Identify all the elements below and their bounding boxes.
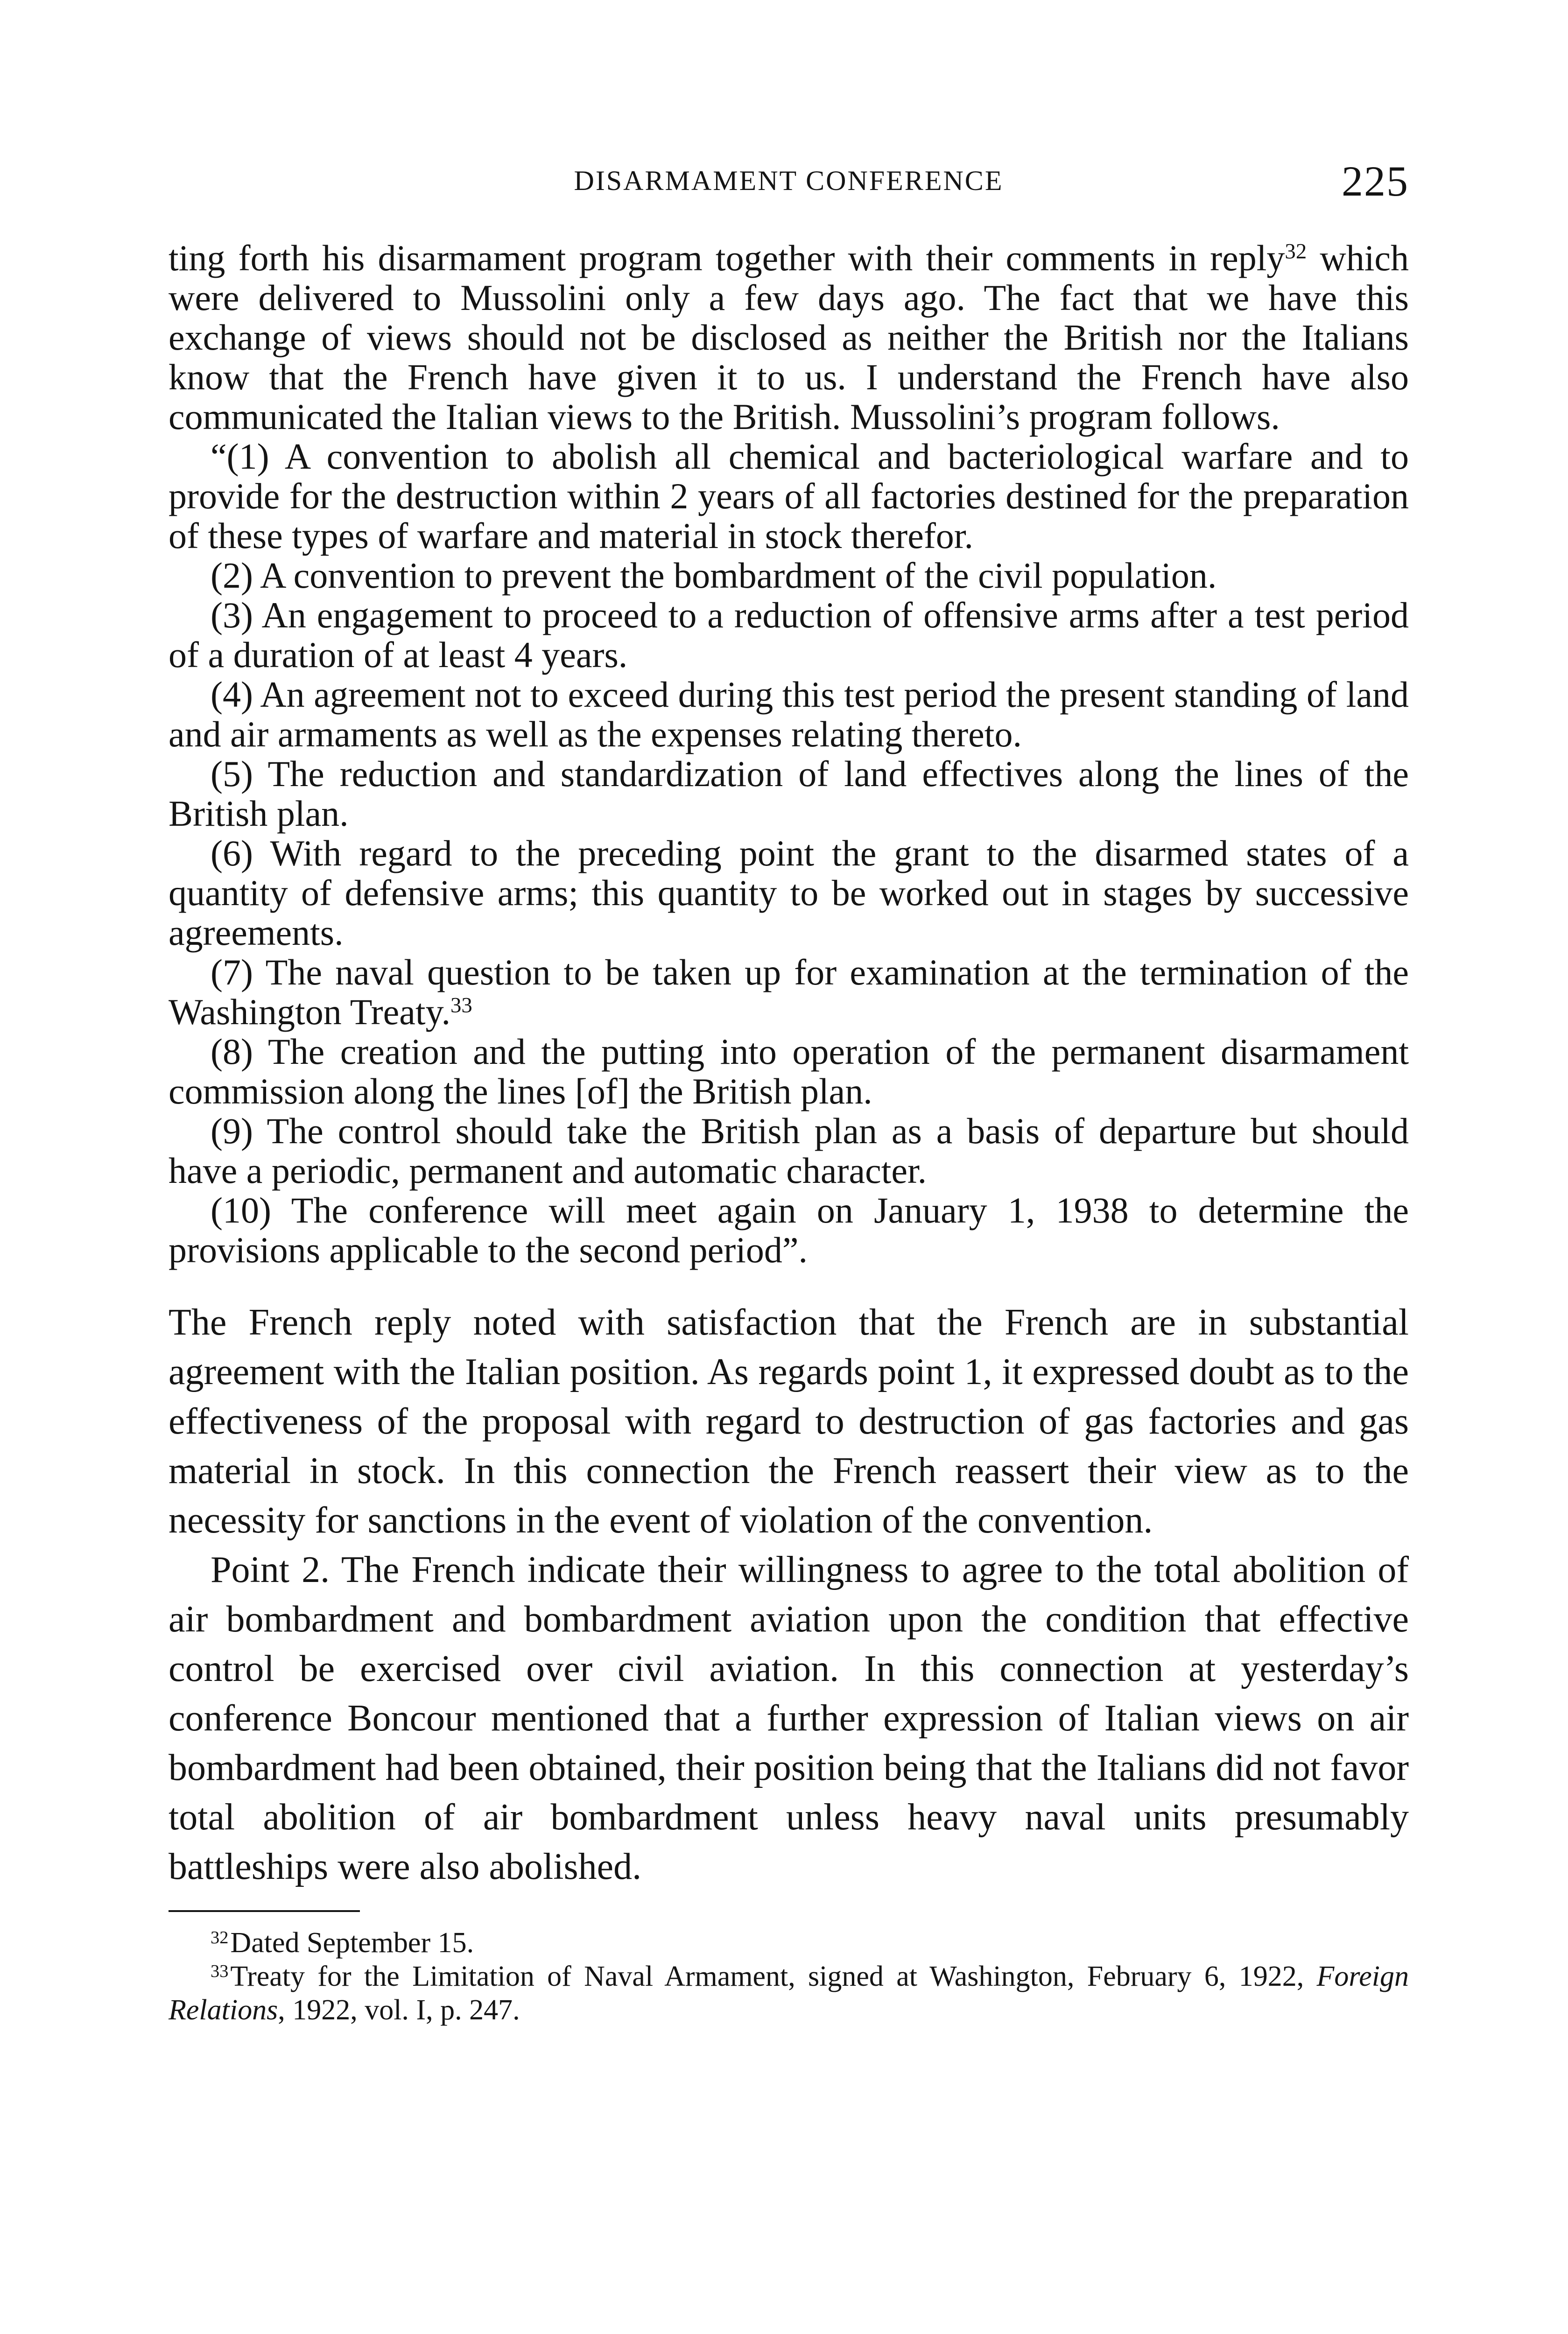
footnote-33-text-a: Treaty for the Limitation of Naval Armament, signed at Washington, February 6, 1922, bbox=[230, 1961, 1317, 1992]
prose-paragraph-french-reply: The French reply noted with satisfaction that the French are in substantial agreement with the Italian position. As regards point 1, it expressed doubt as to the effectiveness of the proposal with regard to destruction of gas factories and gas material in stock. In this connection the French reassert their view as to the necessity for sanctions in the event of violation of the convention. bbox=[169, 1302, 1409, 1541]
footnote-32 bbox=[169, 1926, 1409, 1960]
footnote-33-mark: 33 bbox=[211, 1961, 229, 1981]
program-point-1: “(1) A convention to abolish all chemical and bacteriological warfare and to provide for the destruction within 2 years of all factories destined for the preparation of these types of warfare and material in stock therefor. bbox=[169, 436, 1409, 556]
program-point-7-text: (7) The naval question to be taken up for examination at the termination of the Washington Treaty. bbox=[169, 952, 1409, 1032]
running-head bbox=[169, 156, 1409, 208]
program-point-8: (8) The creation and the putting into operation of the permanent disarmament commission along the lines [of] the British plan. bbox=[169, 1031, 1409, 1111]
quote-intro-paragraph bbox=[169, 238, 1409, 436]
footnote-divider bbox=[169, 1910, 360, 1912]
footnote-32-text: Dated September 15. bbox=[230, 1927, 474, 1959]
prose-paragraph-point-2: Point 2. The French indicate their willingness to agree to the total abolition of air bombardment and bombardment aviation upon the condition that effective control be exercised over civil aviation. In this connection at yesterday’s conference Boncour mentioned that a further expression of Italian views on air bombardment had been obtained, their position being that the Italians did not favor total abolition of air bombardment unless heavy naval units presumably battleships were also abolished. bbox=[169, 1549, 1409, 1887]
program-point-2: (2) A convention to prevent the bombardment of the civil population. bbox=[211, 555, 1217, 596]
footnote-33-text-c: , p. 247. bbox=[426, 1994, 520, 2026]
program-point-9: (9) The control should take the British plan as a basis of departure but should have a periodic, permanent and automatic character. bbox=[169, 1111, 1409, 1191]
quote-intro-text-a: ting forth his disarmament program together with their comments in reply bbox=[169, 238, 1285, 278]
quoted-telegram bbox=[169, 238, 1409, 1270]
footnote-33-publication-title: Foreign Relations bbox=[169, 1961, 1409, 2026]
program-point-7 bbox=[169, 952, 1409, 1032]
program-point-10: (10) The conference will meet again on January 1, 1938 to determine the provisions applicable to the second period”. bbox=[169, 1190, 1409, 1270]
running-title: DISARMAMENT CONFERENCE bbox=[574, 165, 1004, 196]
footnote-32-mark: 32 bbox=[211, 1927, 229, 1947]
footnotes bbox=[169, 1926, 1409, 2027]
main-prose bbox=[169, 1298, 1409, 1891]
program-point-6: (6) With regard to the preceding point the grant to the disarmed states of a quantity of defensive arms; this quantity to be worked out in stages by successive agreements. bbox=[169, 833, 1409, 953]
footnote-33 bbox=[169, 1960, 1409, 2027]
footnote-33-volume: I bbox=[416, 1994, 426, 2026]
program-point-4: (4) An agreement not to exceed during this test period the present standing of land and air armaments as well as the expenses relating thereto. bbox=[169, 674, 1409, 754]
page-number: 225 bbox=[1342, 157, 1409, 205]
footnote-33-text-b: , 1922, vol. bbox=[278, 1994, 416, 2026]
program-point-5: (5) The reduction and standardization of land effectives along the lines of the British plan. bbox=[169, 753, 1409, 834]
quote-intro-text-b: which were delivered to Mussolini only a few days ago. The fact that we have this exchange of views should not be disclosed as neither the British nor the Italians know that the French have given it to us. I understand the French have also communicated the Italian views to the British. Mussolini’s program follows. bbox=[169, 238, 1409, 437]
footnote-ref-32: 32 bbox=[1285, 239, 1307, 264]
body-text bbox=[169, 238, 1409, 2027]
program-point-3: (3) An engagement to proceed to a reduction of offensive arms after a test period of a duration of at least 4 years. bbox=[169, 595, 1409, 675]
document-page bbox=[169, 0, 1409, 2334]
footnote-ref-33: 33 bbox=[450, 993, 472, 1018]
